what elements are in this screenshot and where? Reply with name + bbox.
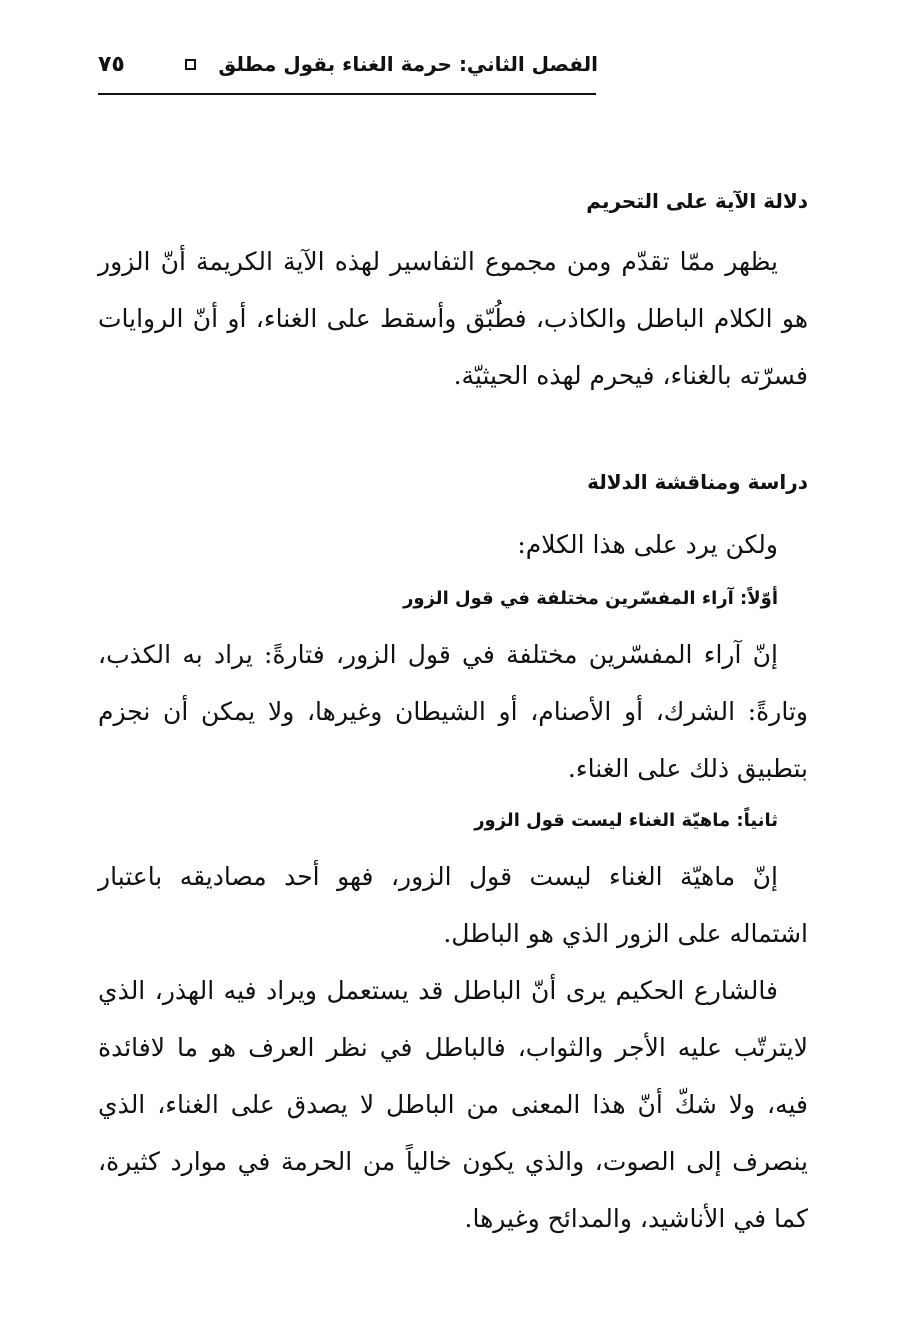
subheading: ثانياً: ماهيّة الغناء ليست قول الزور	[474, 810, 778, 831]
section-verse-significance	[98, 186, 808, 216]
chapter-title: الفصل الثاني: حرمة الغناء بقول مطلق	[218, 52, 598, 76]
point2-body-continued	[98, 962, 808, 1247]
point1-body	[98, 626, 808, 797]
body-paragraph: يظهر ممّا تقدّم ومن مجموع التفاسير لهذه الآية الكريمة أنّ الزور هو الكلام الباطل والكاذب، فطُبّق وأسقط على الغناء، أو أنّ الروايات فسرّته بالغناء، فيحرم لهذه الحيثيّة.	[98, 247, 808, 390]
discussion-intro	[98, 516, 808, 573]
header-divider	[98, 93, 596, 95]
page-header	[98, 44, 598, 84]
point1-heading	[98, 584, 808, 614]
section-heading: دراسة ومناقشة الدلالة	[587, 470, 808, 494]
point2-heading	[98, 806, 808, 836]
section1-body	[98, 233, 808, 404]
section-discussion	[98, 467, 808, 497]
section-heading: دلالة الآية على التحريم	[586, 189, 808, 213]
subheading: أوّلاً: آراء المفسّرين مختلفة في قول الزور	[403, 588, 778, 609]
square-ornament-icon	[185, 59, 196, 70]
body-paragraph: فالشارع الحكيم يرى أنّ الباطل قد يستعمل ويراد فيه الهذر، الذي لايترتّب عليه الأجر والثواب، فالباطل في نظر العرف هو ما لافائدة فيه، ولا شكّ أنّ هذا المعنى من الباطل لا يصدق على الغناء، الذي ينصرف إلى الصوت، والذي يكون خالياً من الحرمة في موارد كثيرة، كما في الأناشيد، والمدائح وغيرها.	[98, 976, 808, 1233]
point2-body	[98, 848, 808, 962]
intro-paragraph: ولكن يرد على هذا الكلام:	[517, 530, 778, 559]
body-paragraph: إنّ آراء المفسّرين مختلفة في قول الزور، فتارةً: يراد به الكذب، وتارةً: الشرك، أو الأصنام، أو الشيطان وغيرها، ولا يمكن أن نجزم بتطبيق ذلك على الغناء.	[98, 640, 808, 783]
page-number: ٧٥	[98, 51, 125, 77]
body-paragraph: إنّ ماهيّة الغناء ليست قول الزور، فهو أحد مصاديقه باعتبار اشتماله على الزور الذي هو الباطل.	[98, 862, 808, 948]
